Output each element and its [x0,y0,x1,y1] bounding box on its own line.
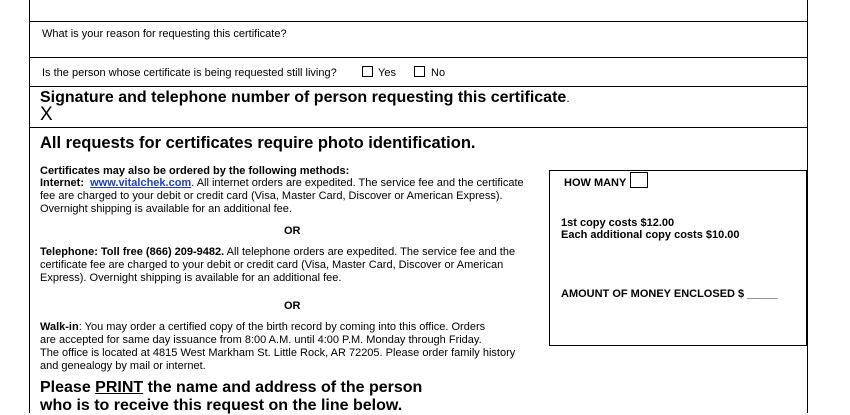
telephone-line-1 [40,246,515,259]
print-word: PRINT [95,379,144,396]
row-divider-living [29,86,808,87]
cost-first-copy: 1st copy costs $12.00 [561,217,675,229]
print-pre: Please [40,379,96,396]
print-instruction-line-2: who is to receive this request on the line below. [40,397,403,414]
vitalchek-link[interactable]: www.vitalchek.com [90,177,192,189]
walkin-label: Walk-in [40,321,79,333]
signature-period: . [566,91,570,105]
no-label: No [431,67,446,79]
photo-id-heading: All requests for certificates require photo identification. [40,134,476,152]
internet-label: Internet: [40,177,84,189]
internet-line-3: Overnight shipping is available for an additional fee. [40,203,292,215]
methods-intro: Certificates may also be ordered by the following methods: [40,165,350,177]
frame-right [807,0,808,413]
walkin-line-1-rest: : You may order a certified copy of the birth record by coming into this office. Orders [78,321,486,333]
or-separator-1: OR [284,225,301,237]
walkin-line-3: The office is located at 4815 West Markham St. Little Rock, AR 72205. Please order family history [40,347,516,359]
how-many-label: HOW MANY [564,177,627,189]
amount-enclosed-label: AMOUNT OF MONEY ENCLOSED $ _____ [561,288,778,300]
print-instruction-line-1 [40,378,422,397]
cost-additional-copy: Each additional copy costs $10.00 [561,229,740,241]
telephone-label: Telephone: Toll free (866) 209-9482. [40,246,225,258]
row-divider-top [29,21,808,22]
walkin-line-2: are accepted for same day issuance from 8:00 A.M. until 4:00 P.M. Monday through Friday. [40,334,482,346]
internet-line-2: fee are charged to your debit or credit card (Visa, Master Card, Discover or American Express). [40,190,503,202]
print-post: the name and address of the person [143,379,423,396]
signature-heading [40,88,570,108]
telephone-line-1-rest: All telephone orders are expedited. The service fee and the [224,246,516,258]
yes-checkbox[interactable] [362,66,373,77]
signature-mark: X [40,104,53,125]
walkin-line-4: and genealogy by mail or internet. [40,360,206,372]
walkin-line-1 [40,321,485,334]
or-separator-2: OR [284,300,301,312]
yes-label: Yes [378,67,396,79]
how-many-box[interactable] [630,172,648,188]
living-question-label: Is the person whose certificate is being requested still living? [42,67,337,79]
internet-line-1 [40,177,524,190]
reason-field-label: What is your reason for requesting this certificate? [42,28,287,40]
frame-left [29,0,30,413]
telephone-line-2: certificate fee are charged to your debit or credit card (Visa, Master Card, Discover or American [40,259,504,271]
payment-box [549,170,807,346]
row-divider-signature [29,127,808,128]
internet-line-1-rest: . All internet orders are expedited. The service fee and the certificate [191,177,524,189]
no-checkbox[interactable] [414,66,425,77]
signature-heading-text: Signature and telephone number of person requesting this certificate [40,89,567,106]
telephone-line-3: Express). Overnight shipping is available for an additional fee. [40,272,342,284]
row-divider-reason [29,57,808,58]
